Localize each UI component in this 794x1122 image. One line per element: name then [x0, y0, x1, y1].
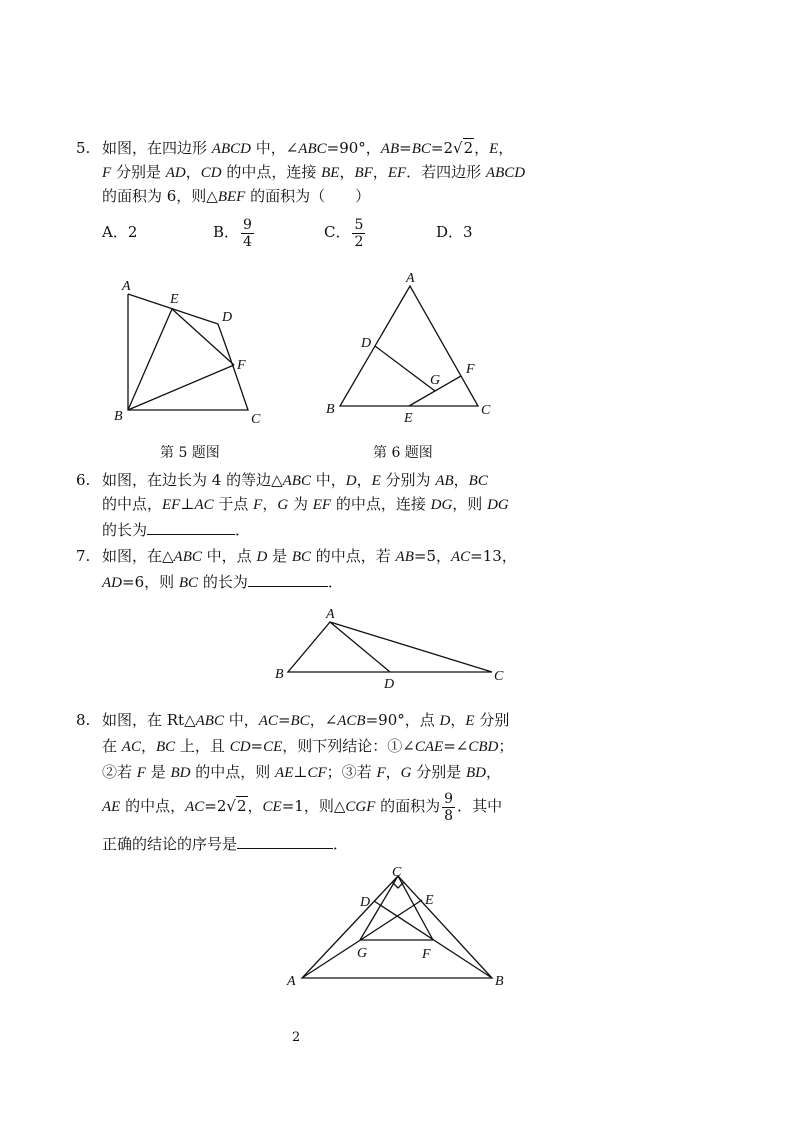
q5-label-b: B [114, 409, 123, 424]
q8-sqrt: √2 [226, 797, 247, 815]
q8-segment-ae [302, 900, 422, 978]
q8-line1: 如图，在 Rt△ABC 中，AC=BC，∠ACB=90°，点 D，E 分别 [102, 711, 510, 729]
q6-figure [322, 266, 502, 426]
q6-label-d: D [361, 336, 372, 351]
q7-figure [272, 604, 512, 690]
q8-line2: 在 AC，BC 上，且 CD=CE，则下列结论：①∠CAE=∠CBD； [102, 737, 514, 755]
q8-label-f: F [422, 947, 431, 962]
q7-line2: AD=6，则 BC 的长为 ． [102, 570, 343, 593]
q7-segment-ad [330, 622, 390, 672]
q6-label-b: B [326, 402, 335, 417]
q5-label-c: C [251, 412, 261, 427]
q8-line3: ②若 F 是 BD 的中点，则 AE⊥CF；③若 F，G 分别是 BD， [102, 763, 502, 781]
q5-segment-be [128, 309, 172, 410]
q8-label-c: C [392, 865, 402, 880]
q5-segment-bf [128, 365, 234, 410]
q5-option-c: C． $\frac{5}{2}$ [324, 216, 364, 250]
q8-number: 8. [76, 711, 91, 729]
q6-line1: 如图，在边长为 4 的等边△ABC 中，D，E 分别为 AB，BC [102, 471, 488, 489]
page-number: 2 [292, 1030, 301, 1045]
q5-option-b-fraction: $\frac{9}{4}$ [243, 216, 252, 250]
q5-label-f: F [237, 358, 246, 373]
q7-label-a: A [326, 607, 335, 622]
q5-line1: 如图，在四边形 ABCD 中，∠ABC=90°，AB=BC=2√2，E， [102, 139, 514, 157]
q6-line2: 的中点，EF⊥AC 于点 F，G 为 EF 的中点，连接 DG，则 DG [102, 495, 509, 513]
q6-label-g: G [430, 373, 441, 388]
q5-option-d: D．3 [436, 223, 473, 241]
q7-label-b: B [275, 667, 284, 682]
q6-number: 6. [76, 471, 91, 489]
q8-label-a: A [287, 974, 296, 989]
q5-label-d: D [222, 310, 233, 325]
q7-line1: 如图，在△ABC 中，点 D 是 BC 的中点，若 AB=5，AC=13， [102, 547, 517, 565]
q6-caption: 第 6 题图 [373, 445, 433, 461]
q5-label-e: E [170, 292, 179, 307]
q5-line3: 的面积为 6，则△BEF 的面积为（ ） [102, 187, 371, 205]
q8-label-e: E [425, 893, 434, 908]
q8-line5: 正确的结论的序号是 ． [102, 832, 348, 854]
q5-label-a: A [122, 279, 131, 294]
q5-option-a: A．2 [102, 223, 138, 241]
q7-number: 7. [76, 547, 91, 565]
q5-figure [108, 272, 278, 428]
q5-line2: F 分别是 AD，CD 的中点，连接 BE，BF，EF．若四边形 ABCD [102, 163, 526, 181]
q7-answer-blank [248, 570, 328, 587]
q6-line3: 的长为 ． [102, 518, 250, 540]
q5-sqrt: √2 [453, 139, 474, 157]
q8-figure [282, 864, 512, 994]
q5-number: 5. [76, 139, 91, 157]
q6-segment-dg [375, 346, 435, 391]
q7-label-c: C [494, 669, 504, 684]
q5-caption: 第 5 题图 [160, 445, 220, 461]
q7-label-d: D [384, 677, 395, 690]
q8-label-g: G [357, 946, 368, 961]
q8-label-d: D [360, 895, 371, 910]
q8-triangle [302, 876, 492, 978]
q5-option-b: B． $\frac{9}{4}$ [213, 216, 252, 250]
q8-line4: AE 的中点，AC=2√2，CE=1，则△CGF 的面积为 $\frac{9}{8}$ ．其中 [102, 786, 502, 827]
q6-label-e: E [404, 411, 413, 426]
q6-label-f: F [466, 362, 475, 377]
q7-triangle [288, 622, 492, 672]
q8-answer-blank [237, 832, 333, 849]
q8-area-fraction: $\frac{9}{8}$ [444, 790, 454, 824]
q6-answer-blank [147, 518, 235, 535]
q5-option-c-fraction: $\frac{5}{2}$ [354, 216, 364, 250]
q6-label-a: A [406, 271, 415, 286]
q8-label-b: B [495, 974, 504, 989]
q6-label-c: C [481, 403, 491, 418]
